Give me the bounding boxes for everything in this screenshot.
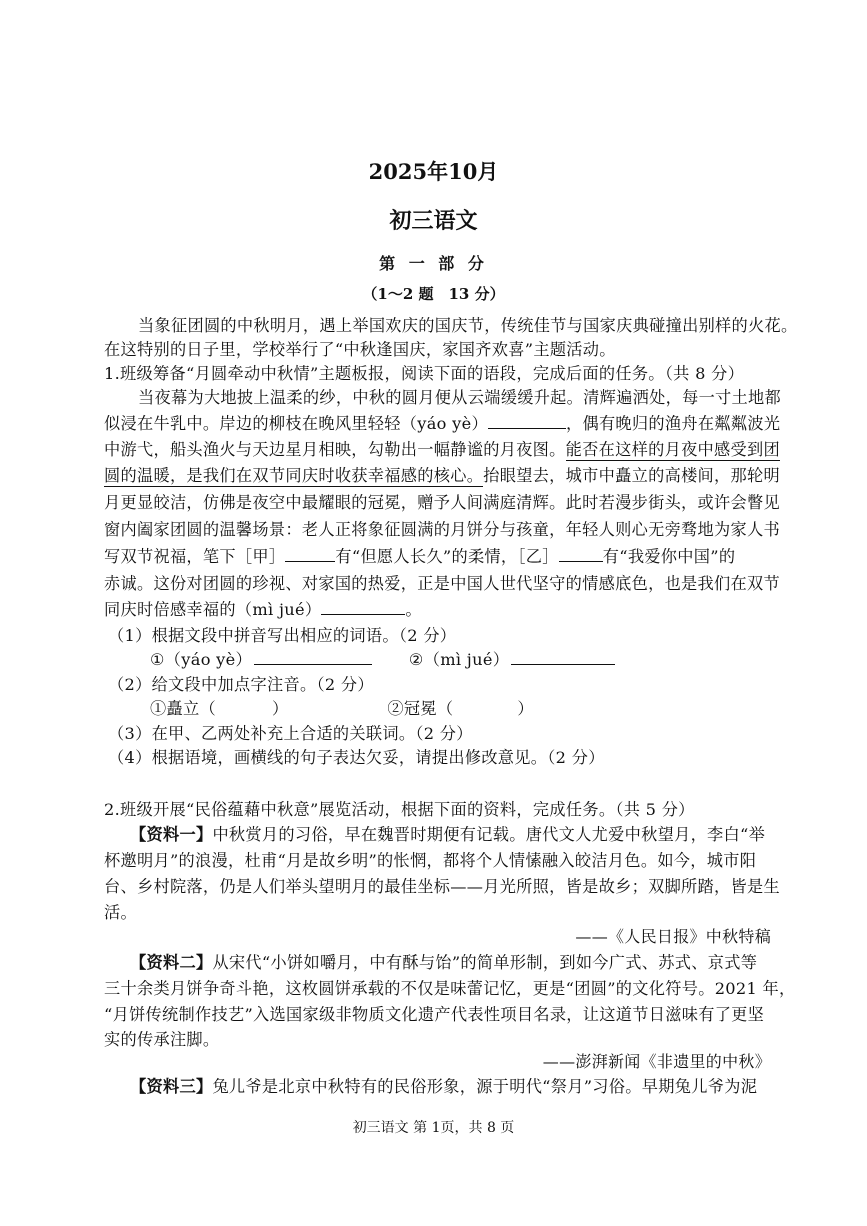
task-1a-label: ①（yáo yè） bbox=[150, 650, 252, 669]
material-1-line bbox=[130, 821, 765, 845]
material-text: 兔儿爷是北京中秋特有的民俗形象，源于明代“祭月”习俗。早期兔儿爷为泥 bbox=[212, 1077, 758, 1096]
passage-text: 有“但愿人长久”的柔情，［乙］ bbox=[335, 547, 559, 566]
task-1b-label: ②（mì jué） bbox=[408, 650, 510, 669]
blank-jia[interactable] bbox=[285, 545, 335, 562]
answer-blank[interactable] bbox=[511, 648, 615, 665]
task-2b-label: ②冠冕（ bbox=[387, 699, 454, 718]
material-2-line bbox=[130, 949, 757, 973]
part-range: （1～2 题 13 分） bbox=[362, 285, 505, 303]
underlined-sentence: 能否在这样的月夜中感受到团 bbox=[565, 440, 780, 459]
passage-text: 有“我爱你中国”的 bbox=[602, 547, 736, 566]
task-1: （1）根据文段中拼音写出相应的词语。（2 分） bbox=[108, 626, 457, 645]
q1-heading: 1.班级筹备“月圆牵动中秋情”主题板报，阅读下面的语段，完成后面的任务。（共 8 分） bbox=[104, 364, 745, 383]
answer-blank[interactable] bbox=[254, 648, 372, 665]
material-2-line: 三十余类月饼争奇斗艳，这枚圆饼承载的不仅是味蕾记忆，更是“团圆”的文化符号。2021 年， bbox=[104, 979, 796, 998]
answer-blank[interactable] bbox=[488, 412, 566, 429]
close-paren: ） bbox=[517, 699, 534, 718]
underlined-sentence: 圆的温暖，是我们在双节同庆时收获幸福感的核心。 bbox=[104, 466, 484, 485]
material-1-source: ——《人民日报》中秋特稿 bbox=[575, 927, 771, 946]
q1-passage-line: 月更显皎洁，仿佛是夜空中最耀眼的冠冕，赠予人间满庭清辉。此时若漫步街头，或许会瞥见 bbox=[104, 493, 780, 512]
q1-passage-line: 窗内阖家团圆的温馨场景：老人正将象征圆满的月饼分与孩童，年轻人则心无旁骛地为家人书 bbox=[104, 520, 780, 539]
passage-text: 同庆时倍感幸福的（mì jué） bbox=[104, 600, 322, 619]
exam-subject: 初三语文 bbox=[389, 208, 478, 234]
q2-heading: 2.班级开展“民俗蕴藉中秋意”展览活动，根据下面的资料，完成任务。（共 5 分） bbox=[104, 800, 695, 819]
blank-yi[interactable] bbox=[559, 545, 603, 562]
material-1-line: 台、乡村院落，仍是人们举头望明月的最佳坐标——月光所照，皆是故乡；双脚所踏，皆是生 bbox=[104, 877, 780, 896]
q1-passage-line bbox=[104, 462, 780, 486]
intro-line-2: 在这特别的日子里，学校举行了“中秋逢国庆，家国齐欢喜”主题活动。 bbox=[104, 340, 616, 359]
q1-passage-line: 赤诚。这份对团圆的珍视、对家国的热爱，正是中国人世代坚守的情感底色，也是我们在双节 bbox=[104, 574, 780, 593]
task-4: （4）根据语境，画横线的句子表达欠妥，请提出修改意见。（2 分） bbox=[108, 748, 605, 767]
passage-text: 写双节祝福，笔下［甲］ bbox=[104, 547, 286, 566]
passage-text: 似浸在牛乳中。岸边的柳枝在晚风里轻轻（yáo yè） bbox=[104, 414, 488, 433]
page-footer: 初三语文 第 1页，共 8 页 bbox=[352, 1120, 515, 1136]
q1-passage-line: 当夜幕为大地披上温柔的纱，中秋的圆月便从云端缓缓升起。清辉遍洒处，每一寸土地都 bbox=[138, 388, 782, 407]
material-2-source: ——澎湃新闻《非遗里的中秋》 bbox=[542, 1052, 771, 1071]
q1-passage-line bbox=[104, 436, 780, 460]
material-2-label: 【资料二】 bbox=[130, 953, 213, 972]
material-text: 从宋代“小饼如嚼月，中有酥与饴”的简单形制，到如今广式、苏式、京式等 bbox=[212, 953, 758, 972]
q1-passage-line bbox=[104, 596, 422, 620]
material-2-line: “月饼传统制作技艺”入选国家级非物质文化遗产代表性项目名录，让这道节日滋味有了更坚 bbox=[104, 1005, 765, 1024]
exam-date: 2025年10月 bbox=[368, 159, 499, 184]
passage-text: 抬眼望去，城市中矗立的高楼间，那轮明 bbox=[483, 466, 780, 485]
close-paren: ） bbox=[271, 699, 289, 718]
q1-passage-line bbox=[104, 410, 780, 434]
part-title: 第 一 部 分 bbox=[379, 254, 488, 273]
task-1-answers bbox=[150, 646, 615, 670]
material-2-line: 实的传承注脚。 bbox=[104, 1030, 220, 1049]
material-3-label: 【资料三】 bbox=[130, 1077, 213, 1096]
answer-blank[interactable] bbox=[321, 598, 405, 615]
material-1-line: 活。 bbox=[104, 903, 137, 922]
material-3-line bbox=[130, 1073, 757, 1097]
q1-passage-line bbox=[104, 543, 735, 567]
task-2a-label: ①矗立（ bbox=[150, 699, 216, 718]
passage-text: ，偶有晚归的渔舟在粼粼波光 bbox=[565, 414, 781, 433]
task-2-answers bbox=[150, 695, 534, 719]
task-3: （3）在甲、乙两处补充上合适的关联词。（2 分） bbox=[108, 724, 473, 743]
intro-line-1: 当象征团圆的中秋明月，遇上举国欢庆的国庆节，传统佳节与国家庆典碰撞出别样的火花。 bbox=[138, 316, 798, 335]
task-2: （2）给文段中加点字注音。（2 分） bbox=[108, 675, 374, 694]
material-1-line: 杯邀明月”的浪漫，杜甫“月是故乡明”的怅惘，都将个人情愫融入皎洁月色。如今，城市阳 bbox=[104, 851, 757, 870]
passage-text: 。 bbox=[405, 600, 422, 619]
passage-text: 中游弋，船头渔火与天边星月相映，勾勒出一幅静谧的月夜图。 bbox=[104, 440, 566, 459]
material-text: 中秋赏月的习俗，早在魏晋时期便有记载。唐代文人尤爱中秋望月，李白“举 bbox=[212, 825, 766, 844]
material-1-label: 【资料一】 bbox=[130, 825, 213, 844]
